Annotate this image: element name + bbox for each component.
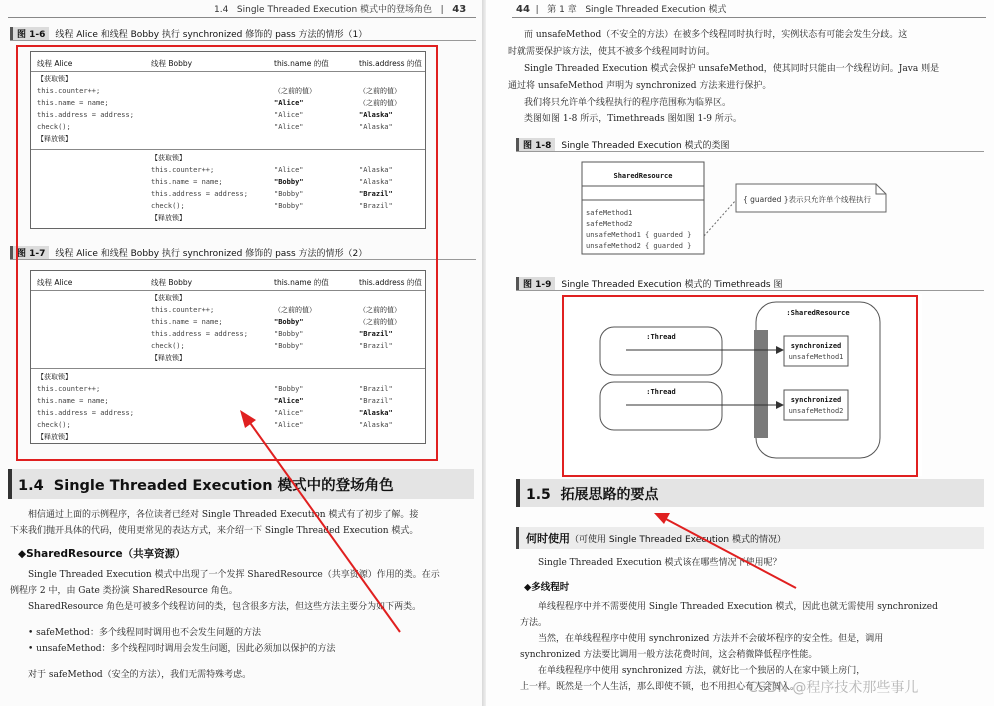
column-header: 线程 Bobby [151,278,193,287]
watermark: CSDN @程序技术那些事儿 [748,680,919,696]
class-method: unsafeMethod1 { guarded } [586,231,692,239]
name-value: "Alice" [274,397,304,405]
paragraph-line: 我们将只允许单个线程执行的程序范围称为临界区。 [524,98,732,108]
name-value: "Bobby" [274,202,304,210]
figure-caption: 线程 Alice 和线程 Bobby 执行 synchronized 修饰的 pass 方法的情形（1） [55,30,368,40]
paragraph-line: SharedResource 角色是可被多个线程访问的类，包含很多方法，但这些方法主要分为如下两类。 [28,602,422,612]
code-line: this.counter++; [151,306,215,314]
code-line: check(); [37,421,71,429]
address-value: "Alaska" [359,111,393,119]
code-line: this.address = address; [151,330,248,338]
address-value: （之前的值） [359,318,401,326]
running-header: 1.4 Single Threaded Execution 模式中的登场角色 | 43 [214,4,467,15]
address-value: "Alaska" [359,178,393,186]
paragraph-line: 类图如图 1-8 所示，Timethreads 图如图 1-9 所示。 [524,114,742,124]
class-method: unsafeMethod2 { guarded } [586,242,692,250]
note-text: { guarded }表示只允许单个线程执行 [743,195,872,204]
annotation-arrow [486,0,994,706]
code-line: this.name = name; [151,318,223,326]
method-name: unsafeMethod1 [788,353,844,361]
paragraph-line: 时就需要保护该方法，使其不被多个线程同时访问。 [508,47,716,57]
address-value: "Brazil" [359,397,393,405]
left-page [0,0,482,706]
paragraph-line: Single Threaded Execution 模式该在哪些情况下使用呢？ [538,558,782,568]
acquire-lock-label: 【获取锁】 [151,154,186,162]
shared-resource-subhead: ◆SharedResource（共享资源） [18,548,186,560]
figure-number: 图 1-6 [10,27,49,40]
header-chapter: 第 1 章 [547,5,577,15]
code-line: this.name = name; [37,99,109,107]
address-value: "Alaska" [359,166,393,174]
header-title: Single Threaded Execution 模式中的登场角色 [236,5,433,15]
when-to-use-subtitle: （可使用 Single Threaded Execution 模式的情况） [570,535,786,545]
shared-resource-label: :SharedResource [786,309,850,317]
class-name: SharedResource [613,172,673,180]
paragraph-line: 单线程程序中并不需要使用 Single Threaded Execution 模式，因此也就无需使用 synchronized [538,602,938,612]
paragraph-line: Single Threaded Execution 模式会保护 unsafeMethod，使其同时只能由一个线程访问。Java 则是 [524,64,940,74]
name-value: "Bobby" [274,190,304,198]
address-value: "Brazil" [359,385,393,393]
release-lock-label: 【释放锁】 [37,433,72,441]
code-line: this.address = address; [37,409,134,417]
figure-caption: Single Threaded Execution 模式的 Timethreads 图 [561,280,783,290]
paragraph-line: 上一样。既然是一个人生活，那么即使不锁，也不用担心有人会闯入。 [520,682,800,692]
column-header: 线程 Alice [37,278,73,287]
column-header: this.name 的值 [274,278,329,287]
multi-thread-subhead: ◆多线程时 [524,582,570,593]
name-value: "Alice" [274,111,304,119]
address-value: （之前的值） [359,306,401,314]
name-value: "Alice" [274,99,304,107]
figure-number: 图 1-7 [10,246,49,259]
address-value: "Brazil" [359,330,393,338]
address-value: "Alaska" [359,409,393,417]
code-line: this.name = name; [37,397,109,405]
paragraph-line: synchronized 方法要比调用一般方法花费时间，这会稍微降低程序性能。 [520,650,818,660]
paragraph-line: 当然，在单线程程序中使用 synchronized 方法并不会破坏程序的安全性。但是，调用 [538,634,884,644]
figure-caption: 线程 Alice 和线程 Bobby 执行 synchronized 修饰的 pass 方法的情形（2） [55,249,368,259]
address-value: （之前的值） [359,87,401,95]
code-line: check(); [151,202,185,210]
paragraph-line: 而 unsafeMethod（不安全的方法）在被多个线程同时执行时，实例状态有可能会发生分歧。这 [524,30,908,40]
method-modifier: synchronized [790,342,842,350]
class-method: safeMethod1 [586,209,633,217]
name-value: "Alice" [274,166,304,174]
release-lock-label: 【释放锁】 [151,214,186,222]
method-name: unsafeMethod2 [788,407,844,415]
code-line: this.address = address; [151,190,248,198]
address-value: "Alaska" [359,421,393,429]
bullet-item: • safeMethod：多个线程同时调用也不会发生问题的方法 [28,628,261,638]
page-number: 43 [452,4,467,15]
thread-label: :Thread [646,388,676,396]
section-number: 1.4 [18,478,44,494]
paragraph-line: 例程序 2 中，由 Gate 类扮演 SharedResource 角色。 [10,586,238,596]
header-section: 1.4 [214,5,229,15]
name-value: "Alice" [274,409,304,417]
paragraph-line: 在单线程程序中使用 synchronized 方法，就好比一个独居的人在家中锁上房门， [538,666,866,676]
code-line: this.name = name; [151,178,223,186]
paragraph-line: 方法。 [520,618,548,628]
code-line: check(); [151,342,185,350]
release-lock-label: 【释放锁】 [37,135,72,143]
running-header: 44 | 第 1 章 Single Threaded Execution 模式 [516,4,727,15]
paragraph-line: Single Threaded Execution 模式中出现了一个发挥 SharedResource（共享资源）作用的类。在示 [28,570,440,580]
code-line: this.address = address; [37,111,134,119]
figure-caption: Single Threaded Execution 模式的类图 [561,141,730,151]
name-value: "Alice" [274,123,304,131]
name-value: "Alice" [274,421,304,429]
bullet-item: • unsafeMethod：多个线程同时调用会发生问题，因此必须加以保护的方法 [28,644,336,654]
name-value: "Bobby" [274,318,304,326]
name-value: "Bobby" [274,342,304,350]
code-line: check(); [37,123,71,131]
page-number: 44 [516,4,530,15]
section-title: 拓展思路的要点 [560,487,659,503]
acquire-lock-label: 【获取锁】 [37,75,72,83]
code-line: this.counter++; [37,87,101,95]
method-modifier: synchronized [790,396,842,404]
release-lock-label: 【释放锁】 [151,354,186,362]
address-value: "Brazil" [359,190,393,198]
figure-number: 图 1-9 [516,277,555,290]
address-value: "Brazil" [359,342,393,350]
paragraph-line: 对于 safeMethod（安全的方法），我们无需特殊考虑。 [28,670,252,680]
code-line: this.counter++; [151,166,215,174]
column-header: this.address 的值 [359,278,422,287]
address-value: （之前的值） [359,99,401,107]
acquire-lock-label: 【获取锁】 [151,294,186,302]
paragraph-line: 通过将 unsafeMethod 声明为 synchronized 方法来进行保护。 [508,81,772,91]
name-value: （之前的值） [274,306,316,314]
header-title: Single Threaded Execution 模式 [585,5,727,15]
column-header: this.name 的值 [274,59,329,68]
acquire-lock-label: 【获取锁】 [37,373,72,381]
thread-label: :Thread [646,333,676,341]
annotation-arrow [0,0,482,706]
paragraph-line: 下来我们抛开具体的代码，使用更常见的表达方式，来介绍一下 Single Threaded Execution 模式。 [10,526,419,536]
section-title: Single Threaded Execution 模式中的登场角色 [53,478,394,494]
name-value: "Bobby" [274,178,304,186]
figure-number: 图 1-8 [516,138,555,151]
right-page [486,0,994,706]
address-value: "Alaska" [359,123,393,131]
column-header: this.address 的值 [359,59,422,68]
address-value: "Brazil" [359,202,393,210]
column-header: 线程 Alice [37,59,73,68]
when-to-use-title: 何时使用 [526,532,570,545]
code-line: this.counter++; [37,385,101,393]
name-value: "Bobby" [274,330,304,338]
name-value: （之前的值） [274,87,316,95]
class-method: safeMethod2 [586,220,633,228]
column-header: 线程 Bobby [151,59,193,68]
name-value: "Bobby" [274,385,304,393]
section-number: 1.5 [526,487,551,503]
paragraph-line: 相信通过上面的示例程序，各位读者已经对 Single Threaded Execution 模式有了初步了解。接 [28,510,419,520]
